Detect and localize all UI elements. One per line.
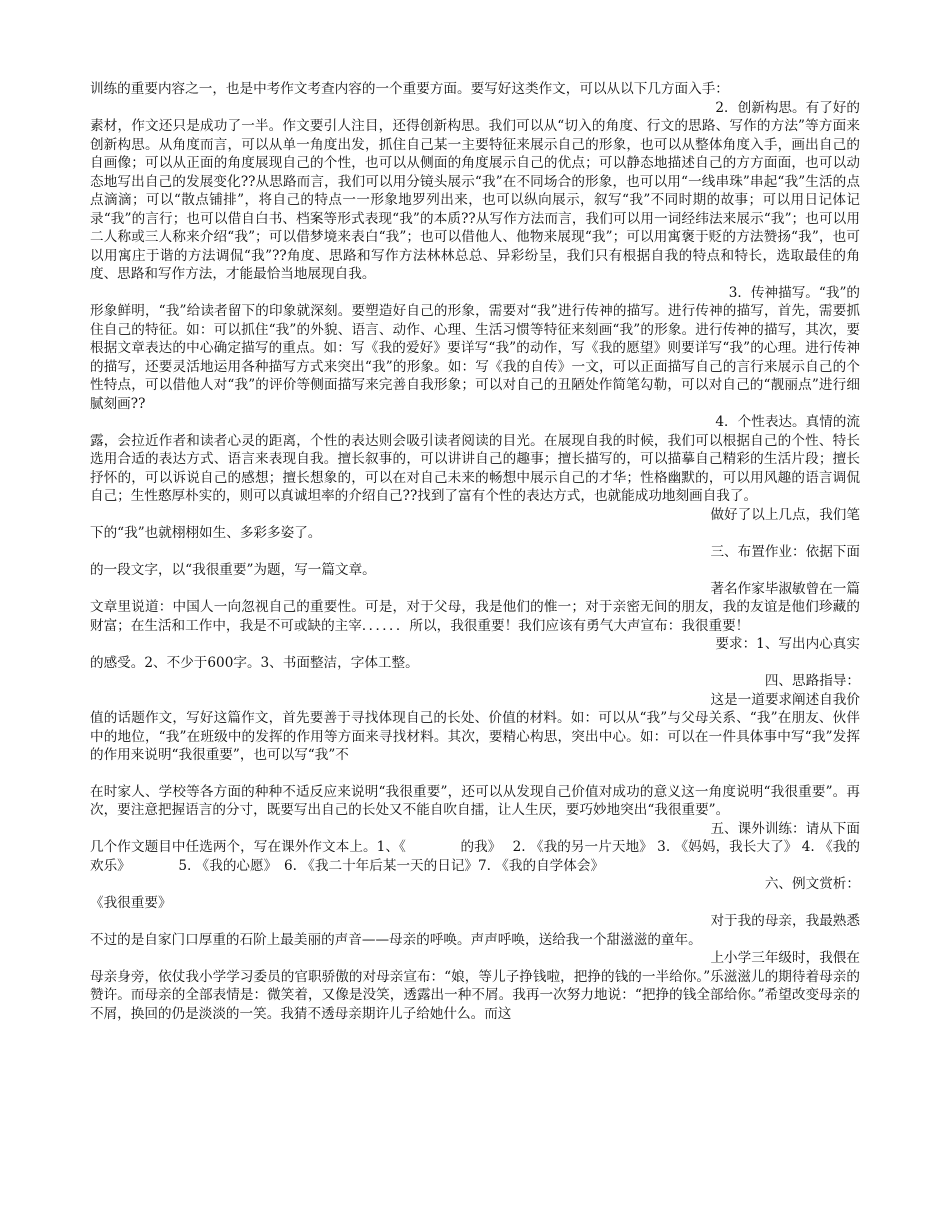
paragraph-guidance-continued [90, 783, 860, 820]
paragraph-heading: 五、课外训练：请从下面 [710, 820, 860, 837]
paragraph-text: 下的“我”也就栩栩如生、多彩多姿了。 [90, 525, 322, 541]
paragraph-heading: 要求：1、写出内心真实 [715, 636, 860, 652]
paragraph-personal-expression [90, 413, 860, 506]
paragraph-heading: 上小学三年级时，我偎在 [710, 950, 860, 966]
paragraph-extracurricular [90, 820, 860, 876]
document-page [90, 80, 860, 1023]
paragraph-heading: 4．个性表达。真情的流 [715, 414, 860, 430]
paragraph-heading: 做好了以上几点，我们笔 [710, 506, 860, 523]
paragraph-assignment [90, 543, 860, 580]
paragraph-example-2 [90, 949, 860, 1023]
paragraph-text: 素材，作文还只是成功了一半。作文要引人注目，还得创新构思。我们可以从“切入的角度、行文的思路、写作的方法”等方面来创新构思。从角度而言，可以从单一角度出发，抓住自己某一主要特征来展示自己的形象，也可以从整体角度入手，画出自己的自画像；可以从正面的角度展现自己的个性，也可以从侧面的角度展示自己的优点；可以静态地描述自己的方方面面，也可以动态地写出自己的发展变化??从思路而言，我们可以用分镜头展示“我”在不同场合的形象，也可以用“一线串珠”串起“我”生活的点点滴滴；可以“散点铺排”，将自己的特点一一形象地罗列出来，也可以纵向展示，叙写“我”不同时期的故事；可以用日记体记录“我”的言行；也可以借自白书、档案等形式表现“我”的本质??从写作方法而言，我们可以用一词经纬法来展示“我”；也可以用二人称或三人称来介绍“我”；可以借梦境来表白“我”；也可以借他人、他物来展现“我”；可以用寓褒于贬的方法赞扬“我”，也可以用寓庄于谐的方法调侃“我”??角度、思路和写作方法林林总总、异彩纷呈，我们只有根据自我的特点和特长，选取最佳的角度、思路和写作方法，才能最恰当地展现自我。 [90, 118, 860, 282]
paragraph-example-heading [90, 875, 860, 912]
paragraph-heading: 2．创新构思。有了好的 [715, 99, 860, 116]
paragraph-heading: 3．传神描写。“我”的 [728, 284, 860, 301]
example-title: 《我很重要》 [90, 894, 172, 911]
paragraph-intro [90, 80, 860, 99]
paragraph-heading: 这是一道要求阐述自我价 [710, 691, 860, 708]
paragraph-example-1 [90, 912, 860, 949]
paragraph-heading: 著名作家毕淑敏曾在一篇 [710, 580, 860, 597]
paragraph-vivid-description [90, 284, 860, 414]
paragraph-text: 的感受。2、不少于600字。3、书面整洁，字体工整。 [90, 654, 419, 671]
paragraph-requirements [90, 635, 860, 672]
paragraph-text: 母亲身旁，依仗我小学学习委员的官职骄傲的对母亲宣布：“娘，等儿子挣钱啦，把挣的钱的一半给你。”乐滋滋儿的期待着母亲的赞许。而母亲的全部表情是：微笑着，又像是没笑，透露出一种不屑。我再一次努力地说：“把挣的钱全部给你。”希望改变母亲的不屑，换回的仍是淡淡的一笑。我猜不透母亲期许儿子给她什么。而这 [90, 968, 860, 1022]
blank-line [90, 765, 860, 783]
paragraph-guidance [90, 691, 860, 765]
paragraph-text: 训练的重要内容之一，也是中考作文考查内容的一个重要方面。要写好这类作文，可以从以下几方面入手： [90, 81, 729, 97]
paragraph-heading: 三、布置作业：依据下面 [710, 543, 860, 560]
paragraph-text: 形象鲜明，“我”给读者留下的印象就深刻。要塑造好自己的形象，需要对“我”进行传神的描写。进行传神的描写，首先，需要抓住自己的特征。如：可以抓住“我”的外貌、语言、动作、心理、生活习惯等特征来刻画“我”的形象。进行传神的描写，其次，要根据文章表达的中心确定描写的重点。如：写《我的爱好》要详写“我”的动作，写《我的愿望》则要详写“我”的心理。进行传神的描写，还要灵活地运用各种描写方式来突出“我”的形象。如：写《我的自传》一文，可以正面描写自己的言行来展示自己的个性特点，可以借他人对“我”的评价等侧面描写来完善自我形象；可以对自己的丑陋处作简笔勾勒，可以对自己的“靓丽点”进行细腻刻画?? [90, 303, 860, 412]
paragraph-quote [90, 580, 860, 636]
paragraph-heading: 四、思路指导： [764, 673, 860, 689]
paragraph-summary [90, 506, 860, 543]
paragraph-text: 在时家人、学校等各方面的种种不适反应来说明“我很重要”，还可以从发现自己价值对成功的意义这一角度说明“我很重要”。再次，要注意把握语言的分寸，既要写出自己的长处又不能自吹自擂，让人生厌，要巧妙地突出“我很重要”。 [90, 783, 860, 818]
paragraph-text: 值的话题作文，写好这篇作文，首先要善于寻找体现自己的长处、价值的材料。如：可以从“我”与父母关系、“我”在朋友、伙伴中的地位，“我”在班级中的发挥的作用等方面来寻找材料。其次，要精心构思，突出中心。如：可以在一件具体事中写“我”发挥的作用来说明“我很重要”，也可以写“我”不 [90, 710, 860, 763]
paragraph-text: 露，会拉近作者和读者心灵的距离，个性的表达则会吸引读者阅读的目光。在展现自我的时候，我们可以根据自己的个性、特长选用合适的表达方式、语言来表现自我。擅长叙事的，可以讲讲自己的趣事；擅长描写的，可以描摹自己精彩的生活片段；擅长抒怀的，可以诉说自己的感想；擅长想象的，可以在对自己未来的畅想中展示自己的才华；性格幽默的，可以用风趣的语言调侃自己；生性憨厚朴实的，则可以真诚坦率的介绍自己??找到了富有个性的表达方式，也就能成功地刻画自我了。 [90, 432, 860, 504]
paragraph-heading: 六、例文赏析： [764, 876, 860, 892]
paragraph-text: 的一段文字，以“我很重要”为题，写一篇文章。 [90, 562, 376, 578]
paragraph-text: 文章里说道：中国人一向忽视自己的重要性。可是，对于父母，我是他们的惟一；对于亲密无间的朋友，我的友谊是他们珍藏的财富；在生活和工作中，我是不可或缺的主宰．．．．．．所以，我很重要！我们应该有勇气大声宣布：我很重要！ [90, 599, 860, 634]
paragraph-text: 几个作文题目中任选两个，写在课外作文本上。1、《 的我》 2. 《我的另一片天地》 3. 《妈妈，我长大了》 4. 《我的欢乐》 5. 《我的心愿》 6. 《我二十年后某一天的日记》7. 《我的自学体会》 [90, 839, 860, 874]
paragraph-text: 不过的是自家门口厚重的石阶上最美丽的声音——母亲的呼唤。声声呼唤，送给我一个甜滋滋的童年。 [90, 931, 702, 948]
paragraph-heading: 对于我的母亲，我最熟悉 [710, 913, 860, 929]
paragraph-creative-conception [90, 99, 860, 284]
paragraph-guidance-heading [90, 672, 860, 691]
